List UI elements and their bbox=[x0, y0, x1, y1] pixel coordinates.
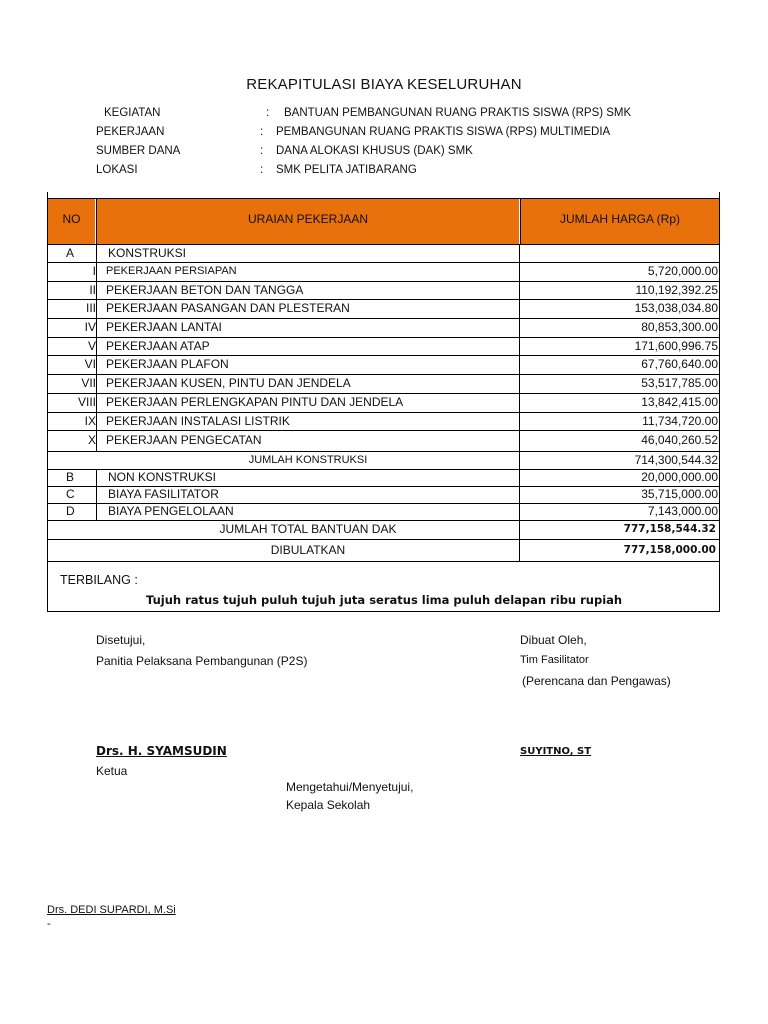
row-no: C bbox=[66, 487, 75, 501]
row-value: 11,734,720.00 bbox=[642, 414, 718, 428]
subtotal-value: 714,300,544.32 bbox=[634, 453, 718, 467]
info-value-sumber-dana: DANA ALOKASI KHUSUS (DAK) SMK bbox=[276, 145, 473, 157]
info-colon: : bbox=[260, 126, 264, 138]
row-value: 5,720,000.00 bbox=[647, 264, 718, 278]
row-value: 53,517,785.00 bbox=[641, 376, 718, 390]
row-label: PEKERJAAN PERLENGKAPAN PINTU DAN JENDELA bbox=[106, 395, 404, 409]
row-label: PEKERJAAN PERSIAPAN bbox=[106, 265, 237, 277]
info-label-lokasi: LOKASI bbox=[96, 164, 138, 176]
principal-name: Drs. DEDI SUPARDI, M.Si bbox=[47, 904, 176, 916]
row-value: 110,192,392.25 bbox=[635, 283, 718, 297]
rounded-value: 777,158,000.00 bbox=[623, 544, 716, 556]
col-divider-no bbox=[96, 244, 97, 452]
total-label: JUMLAH TOTAL BANTUAN DAK bbox=[219, 522, 397, 536]
row-value: 67,760,640.00 bbox=[641, 357, 718, 371]
row-label: PEKERJAAN KUSEN, PINTU DAN JENDELA bbox=[106, 376, 351, 390]
principal-label: Kepala Sekolah bbox=[286, 798, 371, 812]
info-value-pekerjaan: PEMBANGUNAN RUANG PRAKTIS SISWA (RPS) MULTIMEDIA bbox=[276, 126, 611, 138]
row-value: 7,143,000.00 bbox=[647, 504, 718, 518]
info-value-lokasi: SMK PELITA JATIBARANG bbox=[276, 164, 417, 176]
info-colon: : bbox=[260, 164, 264, 176]
row-value: 171,600,996.75 bbox=[634, 339, 718, 353]
row-line bbox=[47, 198, 720, 199]
acknowledged-label: Mengetahui/Menyetujui, bbox=[286, 780, 414, 794]
row-value: 20,000,000.00 bbox=[641, 470, 718, 484]
info-colon: : bbox=[260, 145, 264, 157]
info-label-kegiatan: KEGIATAN bbox=[104, 107, 161, 119]
col-divider-no bbox=[96, 470, 97, 520]
header-no: NO bbox=[62, 212, 81, 226]
row-no: II bbox=[89, 283, 96, 297]
row-no: B bbox=[66, 470, 75, 484]
table-border-left bbox=[47, 192, 48, 612]
info-value-kegiatan: BANTUAN PEMBANGUNAN RUANG PRAKTIS SISWA (RPS) SMK bbox=[284, 107, 632, 119]
row-value: 46,040,260.52 bbox=[641, 433, 718, 447]
made-by-label: Dibuat Oleh, bbox=[520, 633, 587, 647]
header-divider bbox=[520, 198, 521, 244]
info-colon: : bbox=[266, 107, 270, 119]
row-no: VI bbox=[84, 357, 96, 371]
row-value: 35,715,000.00 bbox=[641, 487, 718, 501]
facilitator-team-label: Tim Fasilitator bbox=[520, 654, 589, 666]
terbilang-label: TERBILANG : bbox=[60, 573, 138, 587]
page-title: REKAPITULASI BIAYA KESELURUHAN bbox=[246, 76, 522, 93]
header-uraian: URAIAN PEKERJAAN bbox=[247, 212, 369, 226]
row-no: X bbox=[87, 433, 96, 447]
row-value: 153,038,034.80 bbox=[634, 301, 718, 315]
row-value: 80,853,300.00 bbox=[641, 320, 718, 334]
chairman-name: Drs. H. SYAMSUDIN bbox=[96, 744, 227, 758]
chairman-role: Ketua bbox=[96, 764, 128, 778]
row-label: PEKERJAAN PASANGAN DAN PLESTERAN bbox=[106, 301, 350, 315]
approved-label: Disetujui, bbox=[96, 633, 146, 647]
row-no: IV bbox=[84, 320, 96, 334]
row-no: V bbox=[87, 339, 96, 353]
row-label: PEKERJAAN LANTAI bbox=[106, 320, 222, 334]
col-divider-jumlah bbox=[519, 244, 520, 562]
row-label: PEKERJAAN BETON DAN TANGGA bbox=[106, 283, 304, 297]
bottom-mark: - bbox=[47, 918, 51, 930]
header-jumlah: JUMLAH HARGA (Rp) bbox=[559, 212, 681, 226]
row-no: VIII bbox=[77, 395, 96, 409]
row-no: VII bbox=[81, 376, 96, 390]
row-label: PEKERJAAN PENGECATAN bbox=[106, 433, 262, 447]
row-label: BIAYA PENGELOLAAN bbox=[108, 504, 234, 518]
info-label-pekerjaan: PEKERJAAN bbox=[96, 126, 165, 138]
row-value: 13,842,415.00 bbox=[641, 395, 718, 409]
row-label: PEKERJAAN INSTALASI LISTRIK bbox=[106, 414, 290, 428]
row-label: BIAYA FASILITATOR bbox=[108, 487, 219, 501]
row-label: PEKERJAAN ATAP bbox=[106, 339, 210, 353]
table-border-right bbox=[719, 192, 720, 612]
terbilang-text: Tujuh ratus tujuh puluh tujuh juta seratus lima puluh delapan ribu rupiah bbox=[146, 593, 623, 607]
header-divider bbox=[96, 198, 97, 244]
row-line bbox=[47, 561, 720, 562]
row-label: PEKERJAAN PLAFON bbox=[106, 357, 229, 371]
committee-label: Panitia Pelaksana Pembangunan (P2S) bbox=[96, 654, 308, 668]
row-no: D bbox=[66, 504, 75, 518]
row-no: A bbox=[66, 246, 75, 260]
subtotal-label: JUMLAH KONSTRUKSI bbox=[248, 454, 368, 466]
table-border-bottom bbox=[47, 611, 720, 612]
total-value: 777,158,544.32 bbox=[623, 523, 716, 535]
planner-supervisor-label: (Perencana dan Pengawas) bbox=[522, 674, 671, 688]
facilitator-name: SUYITNO, ST bbox=[520, 746, 592, 757]
row-no: IX bbox=[84, 414, 96, 428]
row-no: I bbox=[92, 264, 96, 278]
info-label-sumber-dana: SUMBER DANA bbox=[96, 145, 181, 157]
row-no: III bbox=[85, 301, 96, 315]
rounded-label: DIBULATKAN bbox=[270, 543, 346, 557]
row-label: KONSTRUKSI bbox=[108, 246, 187, 260]
row-label: NON KONSTRUKSI bbox=[108, 470, 217, 484]
